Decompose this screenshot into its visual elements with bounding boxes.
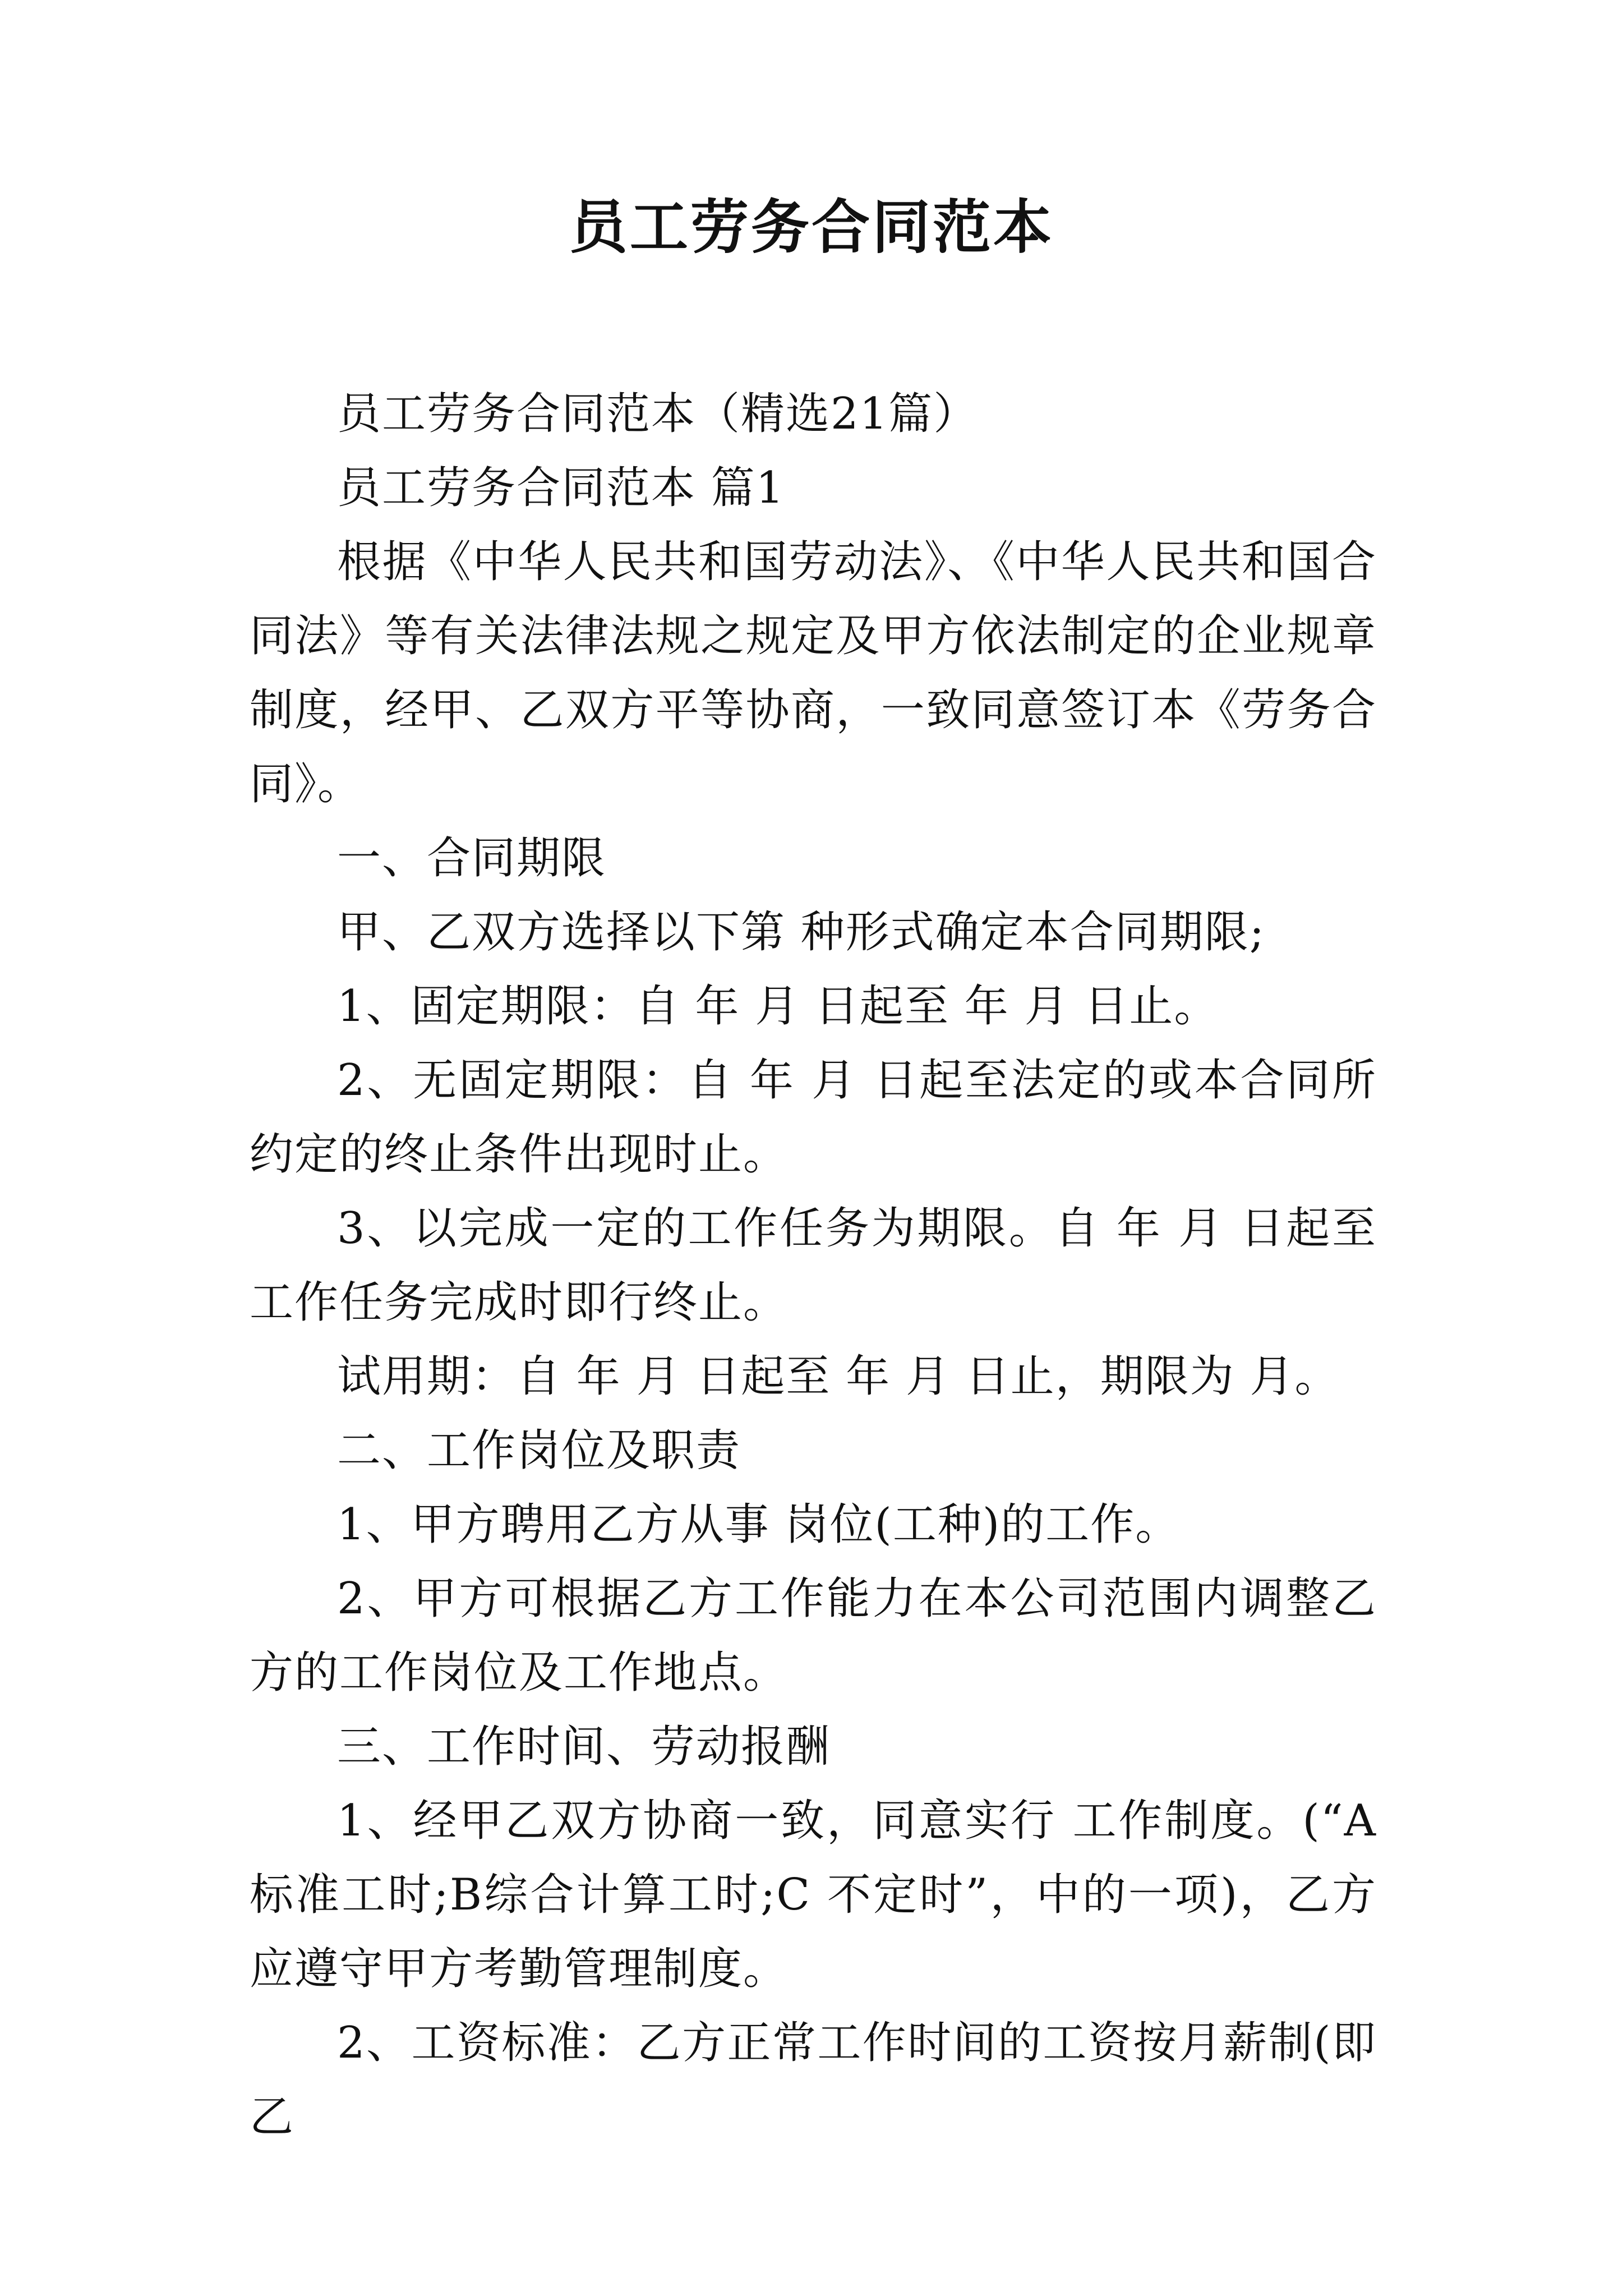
paragraph-heading-hours-pay: 三、工作时间、劳动报酬 — [337, 1722, 831, 1772]
paragraph-probation: 试用期：自 年 月 日起至 年 月 日止，期限为 月。 — [337, 1351, 1340, 1402]
paragraph-position: 1、甲方聘用乙方从事 岗位(工种)的工作。 — [337, 1499, 1181, 1550]
document-title: 员工劳务合同范本 — [569, 192, 1054, 261]
paragraph-open-term: 2、无固定期限：自 年 月 日起至法定的或本合同所约定的终止条件出现时止。 — [250, 1055, 1377, 1180]
paragraph-position-adjust: 2、甲方可根据乙方工作能力在本公司范围内调整乙方的工作岗位及工作地点。 — [250, 1573, 1377, 1698]
paragraph-wage-standard: 2、工资标准：乙方正常工作时间的工资按月薪制(即乙 — [250, 2018, 1377, 2142]
paragraph-heading-term: 一、合同期限 — [337, 833, 607, 884]
paragraph-fixed-term: 1、固定期限：自 年 月 日起至 年 月 日止。 — [337, 981, 1219, 1032]
paragraph-term-choice: 甲、乙双方选择以下第 种形式确定本合同期限; — [337, 907, 1266, 958]
paragraph-heading-position: 二、工作岗位及职责 — [337, 1425, 741, 1476]
document-body — [250, 377, 1377, 2154]
paragraph-subtitle: 员工劳务合同范本（精选21篇） — [337, 389, 979, 439]
paragraph-work-hours: 1、经甲乙双方协商一致，同意实行 工作制度。(“A标准工时;B综合计算工时;C 不定时”，中的一项)，乙方应遵守甲方考勤管理制度。 — [250, 1796, 1377, 1994]
paragraph-preamble: 根据《中华人民共和国劳动法》、《中华人民共和国合同法》等有关法律法规之规定及甲方依法制定的企业规章制度，经甲、乙双方平等协商，一致同意签订本《劳务合同》。 — [250, 537, 1377, 809]
paragraph-task-term: 3、以完成一定的工作任务为期限。自 年 月 日起至工作任务完成时即行终止。 — [250, 1203, 1377, 1328]
paragraph-section-heading: 员工劳务合同范本 篇1 — [337, 463, 785, 513]
